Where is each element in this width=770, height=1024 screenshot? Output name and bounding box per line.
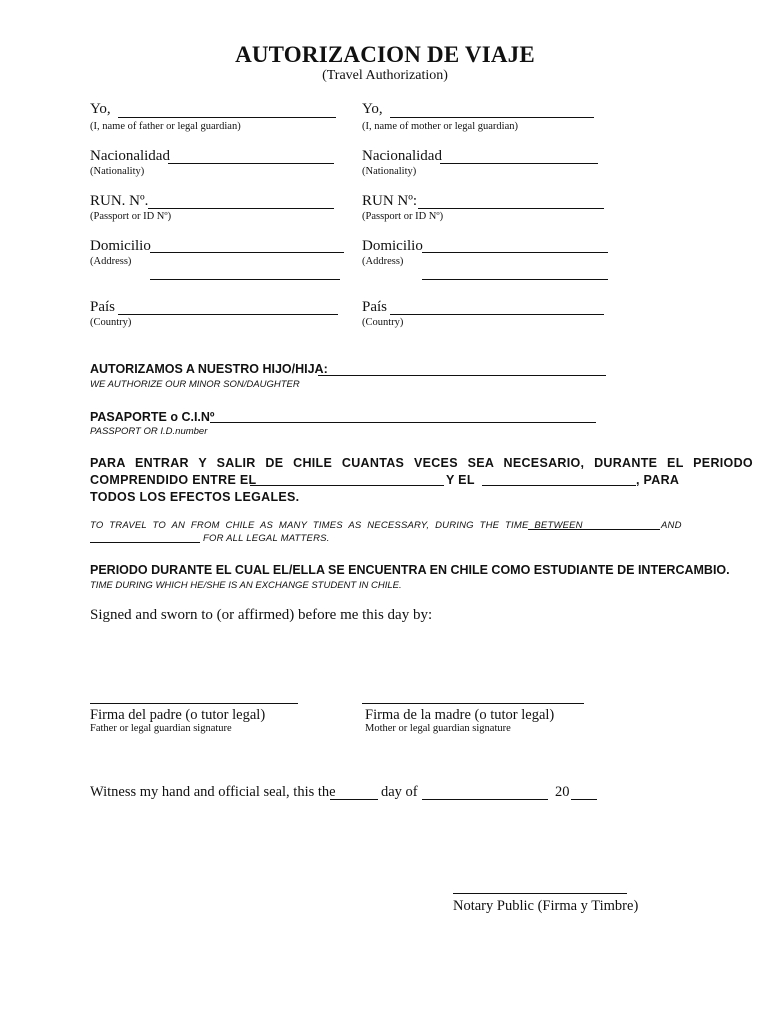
- mother-address-field-2[interactable]: [422, 279, 608, 280]
- father-address-label: Domicilio: [90, 238, 151, 254]
- father-signature-hint: Father or legal guardian signature: [90, 723, 232, 734]
- witness-year-field[interactable]: [571, 799, 597, 800]
- father-country-label: País: [90, 299, 116, 315]
- mother-address-hint: (Address): [362, 256, 404, 267]
- mother-nationality-field[interactable]: [440, 163, 598, 164]
- mother-country-field[interactable]: [390, 314, 604, 315]
- mother-name-label: Yo,: [362, 101, 383, 117]
- travel-text-2b: Y EL: [446, 473, 475, 487]
- mother-country-label: País: [362, 299, 388, 315]
- father-run-field[interactable]: [148, 208, 334, 209]
- father-run-label: RUN. Nº.: [90, 193, 149, 209]
- travel-text-3: TODOS LOS EFECTOS LEGALES.: [90, 490, 300, 504]
- travel-en-1-end: AND: [661, 520, 682, 531]
- travel-text-1: PARA ENTRAR Y SALIR DE CHILE CUANTAS VECES SEA NECESARIO, DURANTE EL PERIODO: [90, 456, 753, 470]
- exchange-hint: TIME DURING WHICH HE/SHE IS AN EXCHANGE STUDENT IN CHILE.: [90, 580, 402, 591]
- exchange-label: PERIODO DURANTE EL CUAL EL/ELLA SE ENCUENTRA EN CHILE COMO ESTUDIANTE DE INTERCAMBIO.: [90, 563, 730, 577]
- father-address-field[interactable]: [150, 252, 344, 253]
- passport-label: PASAPORTE o C.I.Nº: [90, 410, 215, 424]
- mother-run-label: RUN Nº:: [362, 193, 418, 209]
- witness-text: Witness my hand and official seal, this the: [90, 784, 336, 800]
- start-date-field[interactable]: [250, 485, 444, 486]
- father-name-field[interactable]: [118, 117, 336, 118]
- travel-paragraph-line1: [90, 456, 753, 470]
- mother-country-hint: (Country): [362, 317, 404, 328]
- father-nationality-hint: (Nationality): [90, 166, 145, 177]
- father-name-hint: (I, name of father or legal guardian): [90, 121, 241, 132]
- end-date-field[interactable]: [482, 485, 636, 486]
- en-start-date-field[interactable]: [528, 529, 660, 530]
- passport-hint: PASSPORT OR I.D.number: [90, 426, 208, 437]
- father-country-hint: (Country): [90, 317, 132, 328]
- page-title: AUTORIZACION DE VIAJE: [235, 42, 535, 67]
- father-country-field[interactable]: [118, 314, 338, 315]
- page-subtitle: (Travel Authorization): [322, 68, 448, 83]
- mother-nationality-hint: (Nationality): [362, 166, 417, 177]
- mother-signature-hint: Mother or legal guardian signature: [365, 723, 511, 734]
- mother-signature-line[interactable]: [362, 703, 584, 704]
- witness-day-field[interactable]: [330, 799, 378, 800]
- mother-name-hint: (I, name of mother or legal guardian): [362, 121, 518, 132]
- witness-year-label: 20: [555, 784, 570, 800]
- witness-day-label: day of: [381, 784, 418, 800]
- mother-run-hint: (Passport or ID Nº): [362, 211, 444, 222]
- notary-signature-line[interactable]: [453, 893, 627, 894]
- witness-month-field[interactable]: [422, 799, 548, 800]
- mother-run-field[interactable]: [418, 208, 604, 209]
- father-nationality-label: Nacionalidad: [90, 148, 170, 164]
- travel-en-1: TO TRAVEL TO AN FROM CHILE AS MANY TIMES AS NECESSARY, DURING THE TIME BETWEEN: [90, 520, 583, 531]
- en-end-date-field[interactable]: [90, 542, 200, 543]
- mother-name-field[interactable]: [390, 117, 594, 118]
- child-name-field[interactable]: [318, 375, 606, 376]
- father-signature-line[interactable]: [90, 703, 298, 704]
- father-address-hint: (Address): [90, 256, 132, 267]
- father-name-label: Yo,: [90, 101, 111, 117]
- mother-address-label: Domicilio: [362, 238, 423, 254]
- authorize-label: AUTORIZAMOS A NUESTRO HIJO/HIJA:: [90, 362, 328, 376]
- mother-address-field[interactable]: [422, 252, 608, 253]
- father-run-hint: (Passport or ID Nº): [90, 211, 172, 222]
- father-signature-label: Firma del padre (o tutor legal): [90, 707, 266, 723]
- mother-signature-label: Firma de la madre (o tutor legal): [365, 707, 555, 723]
- travel-text-2c: , PARA: [636, 473, 680, 487]
- passport-field[interactable]: [210, 422, 596, 423]
- notary-label: Notary Public (Firma y Timbre): [453, 898, 639, 914]
- sworn-statement: Signed and sworn to (or affirmed) before me this day by:: [90, 607, 433, 623]
- father-nationality-field[interactable]: [168, 163, 334, 164]
- travel-text-2a: COMPRENDIDO ENTRE EL: [90, 473, 257, 487]
- authorize-hint: WE AUTHORIZE OUR MINOR SON/DAUGHTER: [90, 379, 300, 390]
- travel-en-2: FOR ALL LEGAL MATTERS.: [203, 533, 330, 544]
- mother-nationality-label: Nacionalidad: [362, 148, 442, 164]
- father-address-field-2[interactable]: [150, 279, 340, 280]
